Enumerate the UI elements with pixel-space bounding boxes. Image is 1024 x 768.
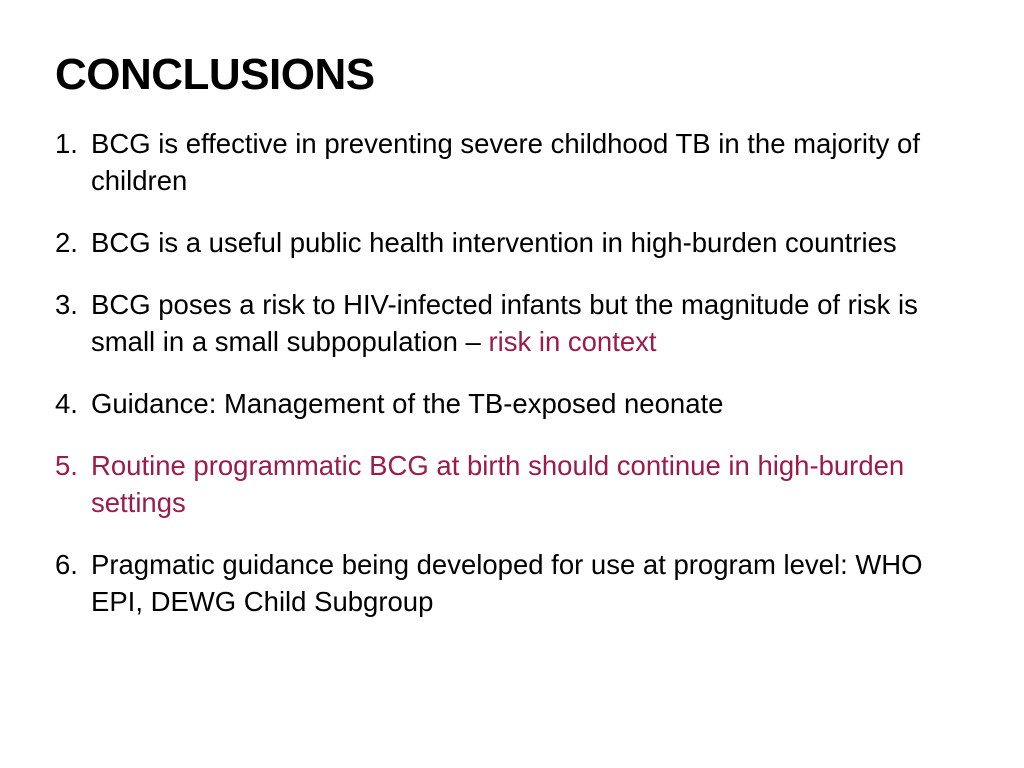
list-item-number: 3. (55, 289, 78, 320)
list-item-text: BCG poses a risk to HIV-infected infants but the magnitude of risk is small in a small subpopulation – (91, 289, 918, 357)
list-item (55, 125, 955, 199)
list-item-number: 6. (55, 549, 78, 580)
list-item-text: BCG is a useful public health intervention in high-burden countries (91, 227, 897, 258)
risk-in-context-highlight: risk in context (488, 326, 657, 357)
list-item-number: 4. (55, 388, 78, 419)
list-item (55, 385, 955, 422)
list-item (55, 286, 955, 360)
list-item-text: Pragmatic guidance being developed for use at program level: WHO EPI, DEWG Child Subgroup (91, 549, 923, 617)
list-item-text-wrapper (91, 286, 955, 360)
slide-title: CONCLUSIONS (55, 50, 375, 99)
list-item-number: 1. (55, 128, 78, 159)
list-item-text: BCG is effective in preventing severe childhood TB in the majority of children (91, 128, 920, 196)
list-item (55, 546, 955, 620)
list-item-text: Routine programmatic BCG at birth should continue in high-burden settings (91, 450, 905, 518)
list-item-number: 5. (55, 450, 78, 481)
conclusions-list (55, 125, 955, 645)
list-item-number: 2. (55, 227, 78, 258)
list-item-highlighted (55, 447, 955, 521)
list-item-text: Guidance: Management of the TB-exposed neonate (91, 388, 724, 419)
list-item (55, 224, 955, 261)
